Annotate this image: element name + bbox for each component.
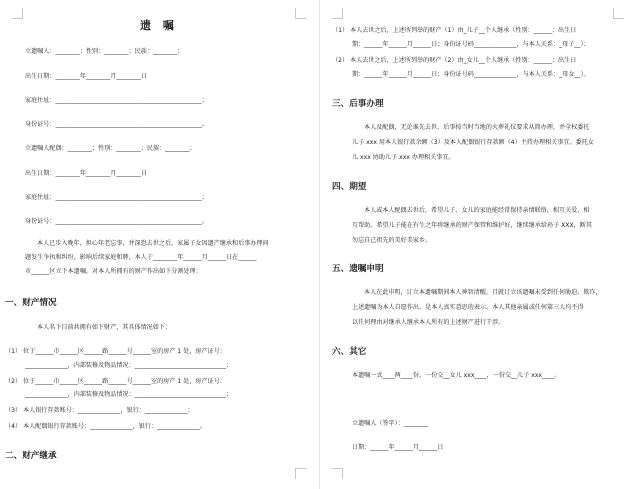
property-item: ______________，内部装修及物品情况：______________________________；: [25, 362, 233, 369]
crop-mark: [613, 8, 624, 19]
inheritance-line: （2） 本人去世之后，上述所列举的财产（2）由_女儿__个人继承（性别：______；出生日: [332, 57, 577, 64]
expectation-paragraph: 本人或本人配偶去世后，希望儿子、女儿的家庭能经常保持亲情联络，相互关爱、相: [364, 207, 590, 214]
preamble-line: 市______区立下本遗嘱，对本人所拥有的财产作出如下分割处理：: [25, 268, 202, 275]
section-heading-funeral: 三、后事办理: [332, 99, 384, 109]
inheritance-line: 期：______年______月______日；身份证号码______________，与本人关系：_母女__）。: [352, 71, 590, 78]
section-heading-property: 一、财产情况: [5, 298, 57, 308]
declaration-paragraph: 本人在此申明，订立本遗嘱期间本人神智清醒，且就订立该遗嘱未受到任何胁迫、欺诈，: [364, 289, 602, 296]
spouse-address-line: 家庭住址：________________________________________________；: [25, 194, 208, 201]
property-item: （1） 位于______市______区______路______号______室的房产 1 处，房产证号：: [5, 348, 226, 355]
copies-line: 本遗嘱一式____两____份，一份交__女儿 xxx____，一份交__儿子 xxx____。: [352, 372, 561, 379]
testator-id-line: 身份证号：________________________________________________。: [25, 121, 208, 128]
funeral-paragraph: 儿子 xxx 用本人银行款余额（3）及本人配偶银行存款额（4）主持办理相关事宜。委托女: [352, 139, 594, 146]
property-intro: 本人名下目前共拥有如下财产，其具体情况如下：: [37, 324, 172, 331]
testator-address-line: 家庭住址：________________________________________________；: [25, 97, 208, 104]
section-heading-other: 六、其它: [332, 347, 367, 357]
funeral-paragraph: 本人及配偶，无论谁先去世，后事按当时当地的火葬礼仪要求从简办理。并全权委托: [364, 124, 590, 131]
inheritance-line: （1） 本人去世之后，上述所列举的财产（1）由_儿子__个人继承（性别：______；出生日: [332, 27, 577, 34]
spouse-birth-line: 出生日期：________年________月________日: [25, 170, 147, 177]
inheritance-line: 期：______年______月______日；身份证号码______________，与本人关系：_母子__）；: [352, 41, 590, 48]
section-heading-inheritance: 二、财产继承: [5, 451, 57, 461]
testator-birth-line: 出生日期：________年________月________日: [25, 73, 147, 80]
funeral-paragraph: 儿 xxx 协助儿子 xxx 办理相关事宜。: [352, 154, 455, 161]
property-item: ______________，内部装修及物品情况：______________________________；: [25, 391, 233, 398]
crop-mark: [332, 468, 343, 479]
date-line: 日期：______年______月______日: [352, 444, 444, 451]
spouse-id-line: 身份证号：________________________________________________。: [25, 218, 208, 225]
section-heading-expectation: 四、期望: [332, 182, 367, 192]
property-item: （2） 位于______市______区______路______号______室的房产 1 处，房产证号：: [5, 378, 226, 385]
spouse-info-line: 立遗嘱人配偶：________；性别：________；民族：________；: [25, 145, 196, 152]
testator-info-line: 立遗嘱人：________；性别：________；民族：________；: [25, 48, 184, 55]
declaration-paragraph: 上述遗嘱为本人自愿作出，是本人真实意思的表示。本人其他亲属或任何第三人均不得: [352, 304, 584, 311]
document-title: 遗 嘱: [140, 19, 178, 32]
crop-mark: [12, 8, 23, 19]
declaration-paragraph: 以任何理由对继承人继承本人所有的上述财产进行干涉。: [352, 319, 505, 326]
preamble-line: 题发生争执和纠纷，影响后续家庭和睦，本人于________年______月______日在______: [25, 254, 257, 261]
expectation-paragraph: 勿忘自己祖先的美好美家乡。: [352, 237, 432, 244]
property-item: （3） 本人银行存款账号：______________，银行：______________；: [5, 407, 194, 414]
property-item: （4） 本人配偶银行存款账号：______________，银行：______________。: [5, 423, 206, 430]
signature-line: 立遗嘱人（签字）：________: [352, 420, 429, 427]
right-page: [320, 0, 640, 489]
crop-mark: [295, 468, 306, 479]
section-heading-declaration: 五、遗嘱申明: [332, 264, 384, 274]
preamble-line: 本人已步入晚年，担心年老忘事，并深恐去世之后，家属子女因遗产继承和后事办理问: [37, 240, 269, 247]
expectation-paragraph: 互帮助。希望儿子能在有生之年将继承的财产保管和维护好，继续继承给孙子 XXX，断其: [352, 222, 592, 229]
crop-mark: [295, 8, 306, 19]
crop-mark: [332, 8, 343, 19]
